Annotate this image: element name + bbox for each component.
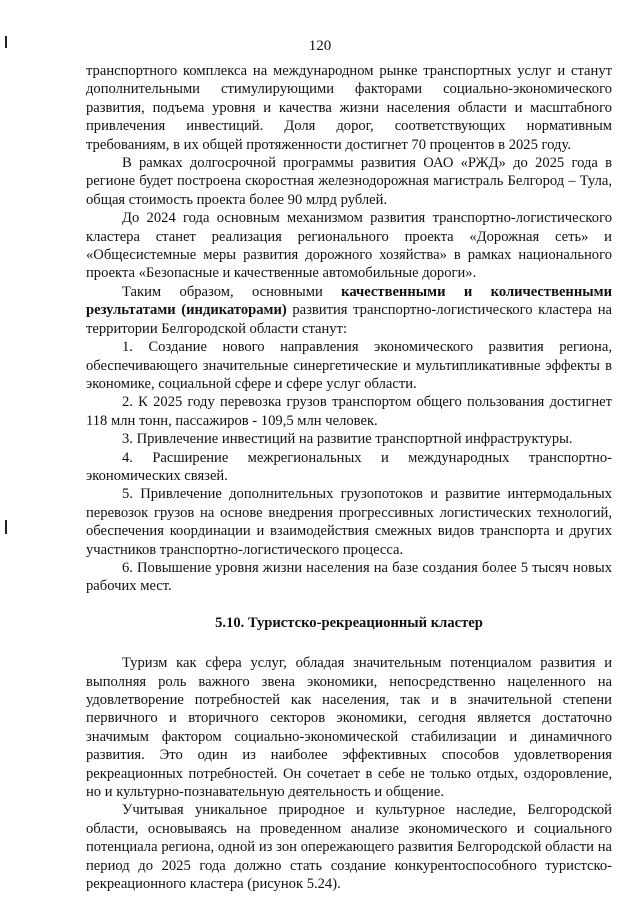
document-body: [86, 62, 612, 893]
section-heading: 5.10. Туристско-рекреационный кластер: [215, 614, 483, 631]
paragraph-results-intro: [86, 283, 612, 338]
paragraph-heritage: Учитывая уникальное природное и культурное наследие, Белгородской области, основываясь на проведенном анализе экономического и социального потенциала региона, одной из зон опережающего развития Белгородской области на период до 2025 года должно стать создание конкурентоспособного туристско-рекреационного кластера (рисунок 5.24).: [86, 802, 612, 893]
results-intro-end: развития транспортно-логистического кластера на территории Белгородской области станут:: [86, 302, 612, 337]
list-item-1: 1. Создание нового направления экономического развития региона, обеспечивающего значительные синергетические и мультипликативные эффекты в экономике, социальной сфере и сфере услуг области.: [86, 339, 612, 392]
list-item-4: 4. Расширение межрегиональных и международных транспортно-экономических связей.: [86, 449, 612, 484]
paragraph-rzd-program: В рамках долгосрочной программы развития ОАО «РЖД» до 2025 года в регионе будет построена скоростная железнодорожная магистраль Белгород – Тула, общая стоимость проекта более 90 млрд рублей.: [86, 155, 612, 208]
scan-edge-mark-middle: [5, 520, 7, 534]
list-item-6: 6. Повышение уровня жизни населения на базе создания более 5 тысяч новых рабочих мест.: [86, 559, 612, 595]
paragraph-transport-complex: транспортного комплекса на международном рынке транспортных услуг и станут дополнительными стимулирующими факторами социально-экономического развития, подъема уровня и качества жизни населения области и масштабного привлечения инвестиций. Доля дорог, соответствующих нормативным требованиям, в их общей протяженности достигнет 70 процентов в 2025 году.: [86, 63, 612, 153]
results-intro-bold: качественными и количественными результатами (индикаторами): [86, 283, 612, 319]
list-item-2: 2. К 2025 году перевозка грузов транспортом общего пользования достигнет 118 млн тонн, пассажиров - 109,5 млн человек.: [86, 394, 612, 429]
paragraph-tourism: Туризм как сфера услуг, обладая значительным потенциалом развития и выполняя роль важного звена экономики, непосредственно нацеленного на удовлетворение потребностей как населения, так и в значительной степени первичного и вторичного секторов экономики, сегодня является достаточно значимым фактором социально-экономической стабилизации и динамичного развития. Это один из наиболее эффективных способов удовлетворения рекреационных потребностей. Он сочетает в себе не только отдых, оздоровление, но и культурно-познавательную деятельность и общение.: [86, 655, 612, 801]
page-number: 120: [308, 38, 332, 54]
list-item-3: 3. Привлечение инвестиций на развитие транспортной инфраструктуры.: [122, 431, 573, 448]
list-item-5: 5. Привлечение дополнительных грузопотоков и развитие интермодальных перевозок грузов на основе внедрения прогрессивных логистических технологий, обеспечения координации и взаимодействия смежных видов транспорта и других участников транспортно-логистического процесса.: [86, 486, 612, 558]
results-intro-start: Таким образом, основными: [122, 283, 342, 300]
paragraph-road-network-project: До 2024 года основным механизмом развития транспортно-логистического кластера станет реализация регионального проекта «Дорожная сеть» и «Общесистемные меры развития дорожного хозяйства» в рамках национального проекта «Безопасные и качественные автомобильные дороги».: [86, 210, 612, 282]
